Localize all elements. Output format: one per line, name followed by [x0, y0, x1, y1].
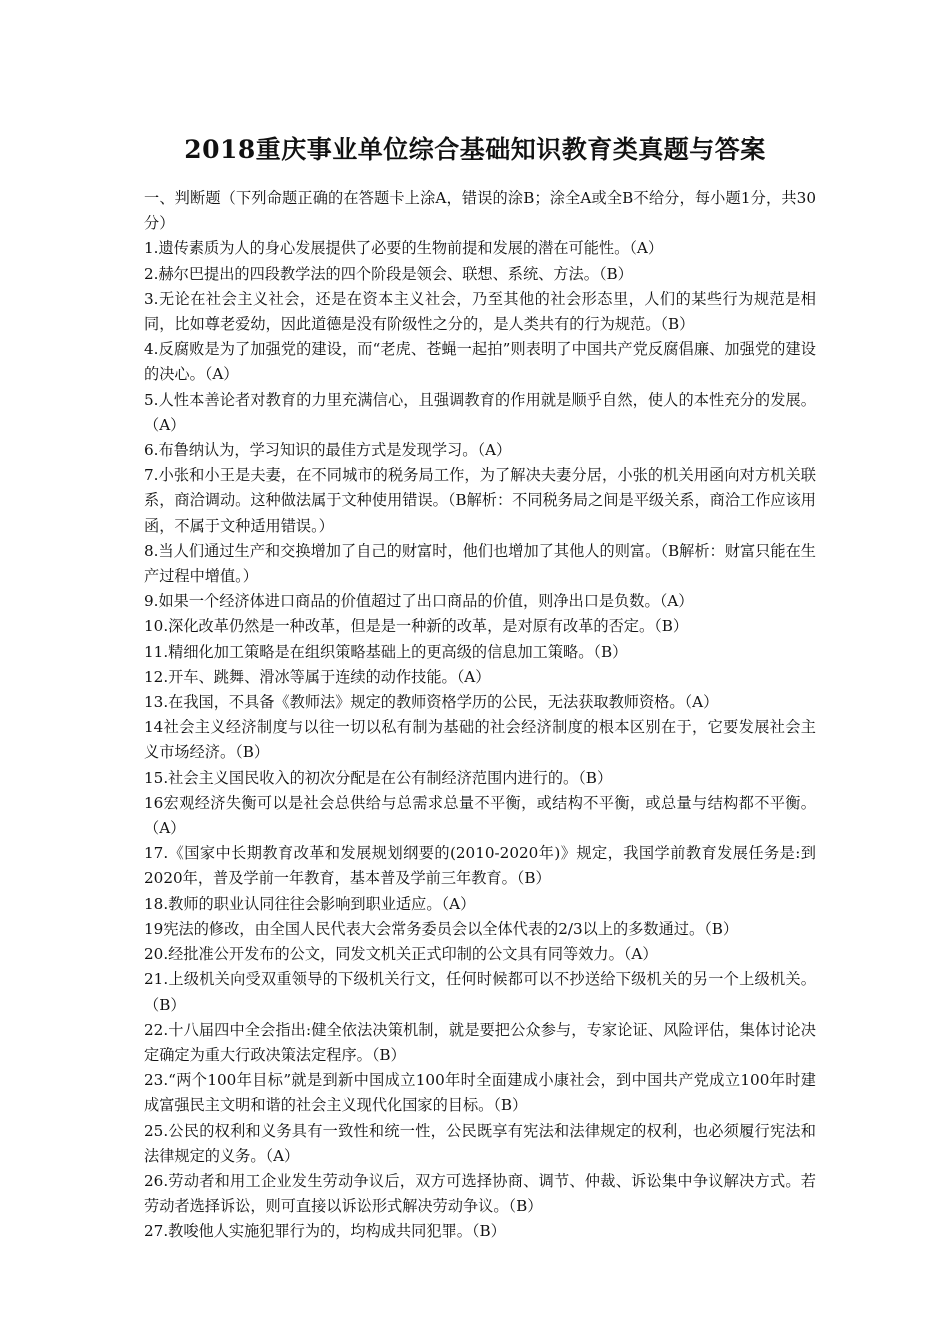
question-item: 17.《国家中长期教育改革和发展规划纲要的(2010-2020年)》规定，我国学前教育发展任务是:到2020年，普及学前一年教育，基本普及学前三年教育。（B） — [144, 844, 816, 888]
question-item: 18.教师的职业认同往往会影响到职业适应。（A） — [144, 894, 476, 913]
question-item: 22.十八届四中全会指出:健全依法决策机制，就是要把公众参与，专家论证、风险评估，集体讨论决定确定为重大行政决策法定程序。（B） — [144, 1020, 816, 1064]
question-item: 26.劳动者和用工企业发生劳动争议后，双方可选择协商、调节、仲裁、诉讼集中争议解决方式。若劳动者选择诉讼，则可直接以诉讼形式解决劳动争议。（B） — [144, 1171, 816, 1216]
document-title: 2018重庆事业单位综合基础知识教育类真题与答案 — [184, 135, 766, 164]
question-item: 23.“两个100年目标”就是到新中国成立100年时全面建成小康社会，到中国共产党成立100年时建成富强民主文明和谐的社会主义现代化国家的目标。（B） — [144, 1071, 816, 1115]
question-item: 8.当人们通过生产和交换增加了自己的财富时，他们也增加了其他人的则富。（B解析：财富只能在生产过程中增值。） — [144, 541, 816, 586]
section-heading: 一、判断题（下列命题正确的在答题卡上涂A，错误的涂B；涂全A或全B不给分，每小题1分，共30分） — [144, 189, 816, 233]
question-item: 6.布鲁纳认为，学习知识的最佳方式是发现学习。（A） — [144, 441, 512, 460]
question-item: 14社会主义经济制度与以往一切以私有制为基础的社会经济制度的根本区别在于，它要发展社会主义市场经济。（B） — [144, 718, 816, 762]
question-item: 7.小张和小王是夫妻，在不同城市的税务局工作，为了解决夫妻分居，小张的机关用函向对方机关联系，商洽调动。这种做法属于文种使用错误。（B解析：不同税务局之间是平级关系，商洽工作应该用函，不属于文种适用错误。） — [144, 466, 816, 535]
question-item: 2.赫尔巴提出的四段教学法的四个阶段是领会、联想、系统、方法。（B） — [144, 264, 633, 283]
question-item: 10.深化改革仍然是一种改革，但是是一种新的改革，是对原有改革的否定。（B） — [144, 617, 689, 636]
question-item: 27.教唆他人实施犯罪行为的，均构成共同犯罪。（B） — [144, 1222, 506, 1241]
question-item: 16宏观经济失衡可以是社会总供给与总需求总量不平衡，或结构不平衡，或总量与结构都不平衡。（A） — [144, 793, 816, 838]
question-item: 1.遗传素质为人的身心发展提供了必要的生物前提和发展的潜在可能性。（A） — [144, 239, 664, 258]
question-item: 5.人性本善论者对教育的力里充满信心，且强调教育的作用就是顺乎自然，使人的本性充分的发展。（A） — [144, 390, 816, 434]
question-list — [144, 236, 816, 1244]
question-item: 19宪法的修改，由全国人民代表大会常务委员会以全体代表的2/3以上的多数通过。（B） — [144, 919, 739, 938]
question-item: 3.无论在社会主义社会，还是在资本主义社会，乃至其他的社会形态里，人们的某些行为规范是相同，比如尊老爱幼，因此道德是没有阶级性之分的，是人类共有的行为规范。（B） — [144, 289, 816, 334]
question-item: 25.公民的权利和义务具有一致性和统一性，公民既享有宪法和法律规定的权利，也必须履行宪法和法律规定的义务。（A） — [144, 1121, 816, 1165]
question-item: 12.开车、跳舞、滑冰等属于连续的动作技能。（A） — [144, 667, 491, 686]
question-item: 9.如果一个经济体进口商品的价值超过了出口商品的价值，则净出口是负数。（A） — [144, 592, 694, 611]
question-item: 13.在我国，不具备《教师法》规定的教师资格学历的公民，无法获取教师资格。（A） — [144, 693, 719, 712]
question-item: 20.经批准公开发布的公文，同发文机关正式印制的公文具有同等效力。（A） — [144, 945, 658, 964]
question-item: 15.社会主义国民收入的初次分配是在公有制经济范围内进行的。（B） — [144, 768, 613, 787]
question-item: 11.精细化加工策略是在组织策略基础上的更高级的信息加工策略。（B） — [144, 642, 628, 661]
question-item: 21.上级机关向受双重领导的下级机关行文，任何时候都可以不抄送给下级机关的另一个上级机关。（B） — [144, 970, 816, 1014]
question-item: 4.反腐败是为了加强党的建设，而“老虎、苍蝇一起拍”则表明了中国共产党反腐倡廉、加强党的建设的决心。（A） — [144, 340, 816, 384]
